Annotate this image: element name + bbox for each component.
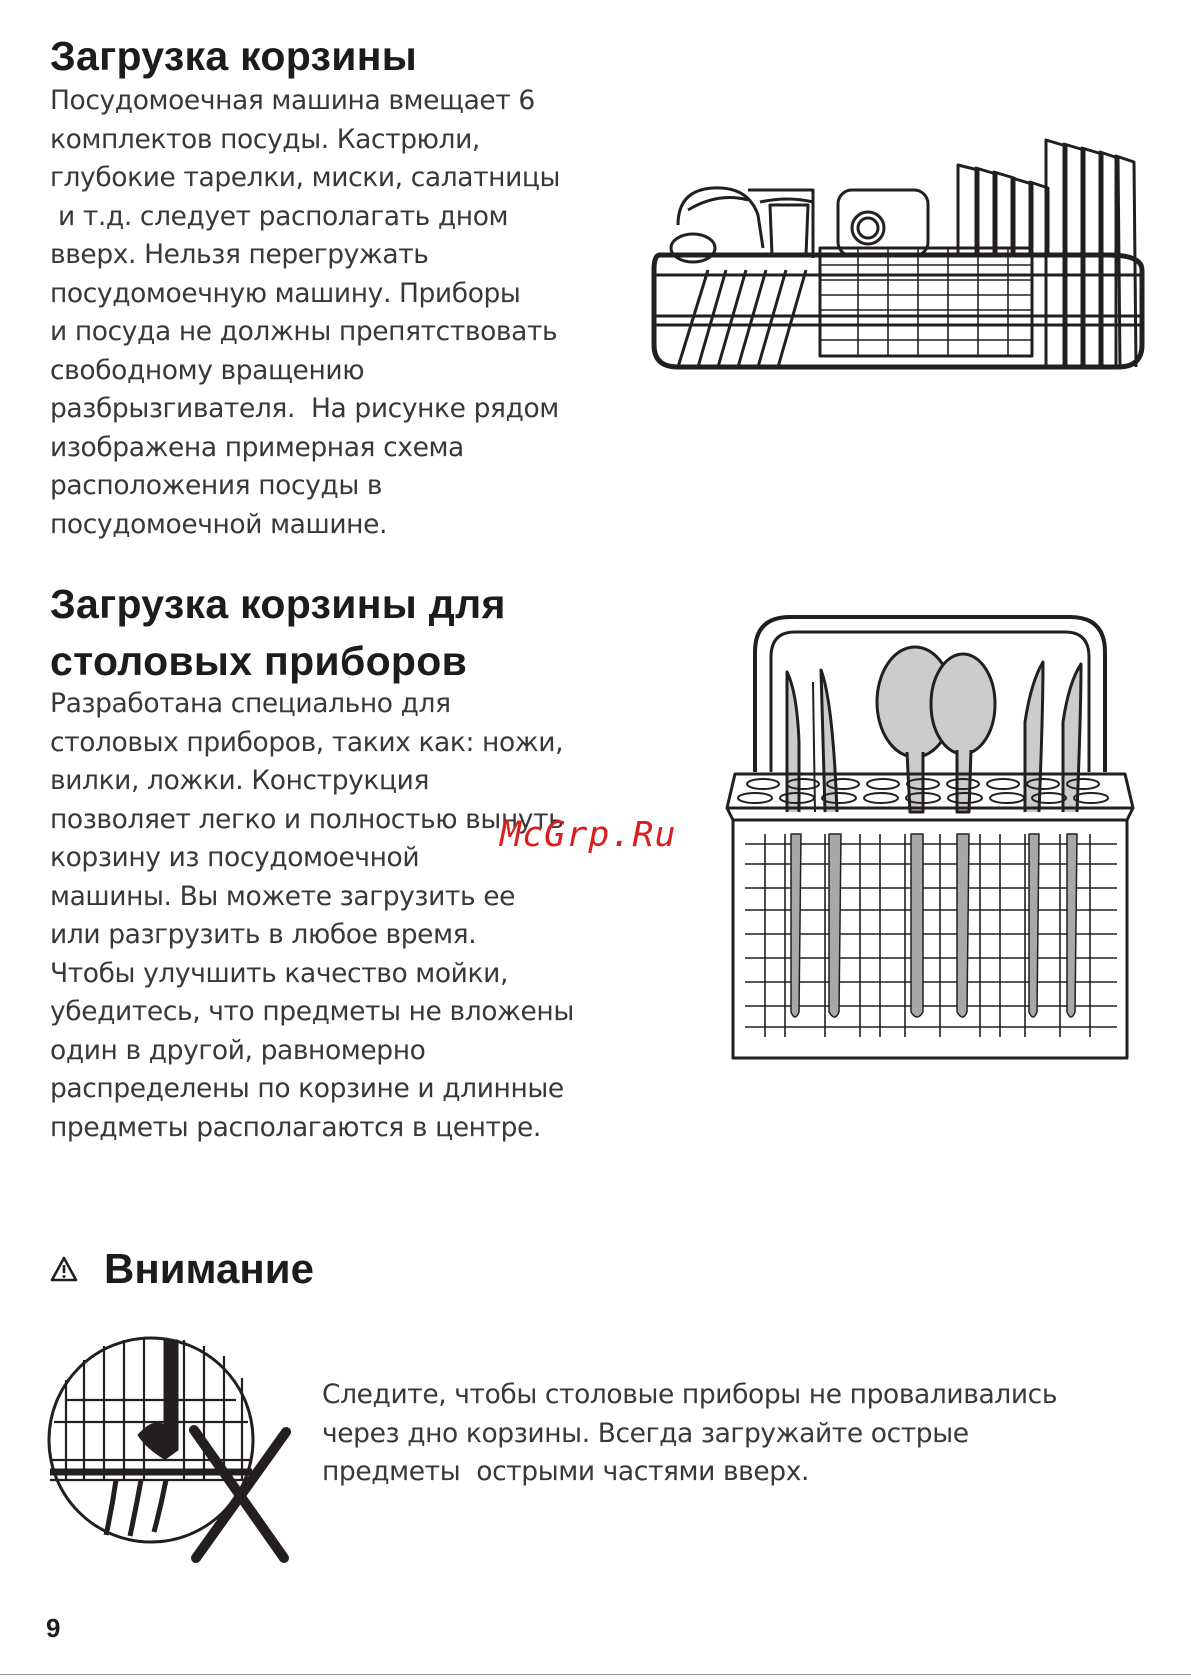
text-line: вилки, ложки. Конструкция — [50, 765, 430, 796]
text-line: изображена примерная схема — [50, 431, 464, 463]
warning-triangle-icon — [50, 1256, 78, 1282]
text-line: свободному вращению — [50, 354, 365, 386]
text-line: Разработана специально для — [50, 688, 451, 719]
warning-title: Внимание — [104, 1245, 314, 1292]
text-line: Посудомоечная машина вмещает 6 — [50, 85, 535, 116]
cutlery-basket-illustration — [725, 612, 1135, 1062]
cutlery-falling-illustration — [46, 1330, 296, 1570]
section-title-basket-loading: Загрузка корзины — [50, 33, 418, 79]
text-line: один в другой, равномерно — [50, 1034, 426, 1066]
text-line: расположения посуды в — [50, 470, 383, 501]
text-line: через дно корзины. Всегда загружайте острые — [322, 1417, 969, 1449]
text-line: посудомоечной машине. — [50, 508, 388, 540]
text-line: или разгрузить в любое время. — [50, 919, 477, 950]
text-line: посудомоечную машину. Приборы — [50, 277, 521, 309]
text-line: распределены по корзине и длинные — [50, 1073, 564, 1104]
text-line: Чтобы улучшить качество мойки, — [50, 957, 508, 989]
cutlery-basket-text — [50, 685, 574, 1147]
text-line: глубокие тарелки, миски, салатницы — [50, 162, 561, 193]
warning-heading — [50, 1245, 314, 1293]
section-title-cutlery-basket — [50, 576, 506, 690]
title-line: столовых приборов — [50, 638, 468, 684]
text-line: столовых приборов, таких как: ножи, — [50, 726, 564, 758]
dish-rack-illustration — [648, 130, 1148, 375]
text-line: Следите, чтобы столовые приборы не проваливались — [322, 1379, 1058, 1410]
text-line: вверх. Нельзя перегружать — [50, 239, 429, 270]
text-line: предметы располагаются в центре. — [50, 1111, 541, 1143]
text-line: и посуда не должны препятствовать — [50, 316, 558, 347]
watermark: McGrp.Ru — [500, 815, 677, 855]
text-line: позволяет легко и полностью вынуть — [50, 803, 564, 835]
text-line: и т.д. следует располагать дном — [50, 200, 509, 232]
text-line: разбрызгивателя. На рисунке рядом — [50, 393, 559, 424]
text-line: машины. Вы можете загрузить ее — [50, 880, 516, 912]
title-line: Загрузка корзины для — [50, 581, 506, 627]
text-line: убедитесь, что предметы не вложены — [50, 996, 574, 1027]
bottom-rule — [0, 1674, 1191, 1675]
text-line: предметы острыми частями вверх. — [322, 1456, 810, 1487]
text-line: корзину из посудомоечной — [50, 842, 420, 873]
page-number: 9 — [46, 1613, 61, 1643]
text-line: комплектов посуды. Кастрюли, — [50, 123, 480, 155]
warning-text — [322, 1376, 1057, 1492]
basket-loading-text — [50, 82, 560, 544]
